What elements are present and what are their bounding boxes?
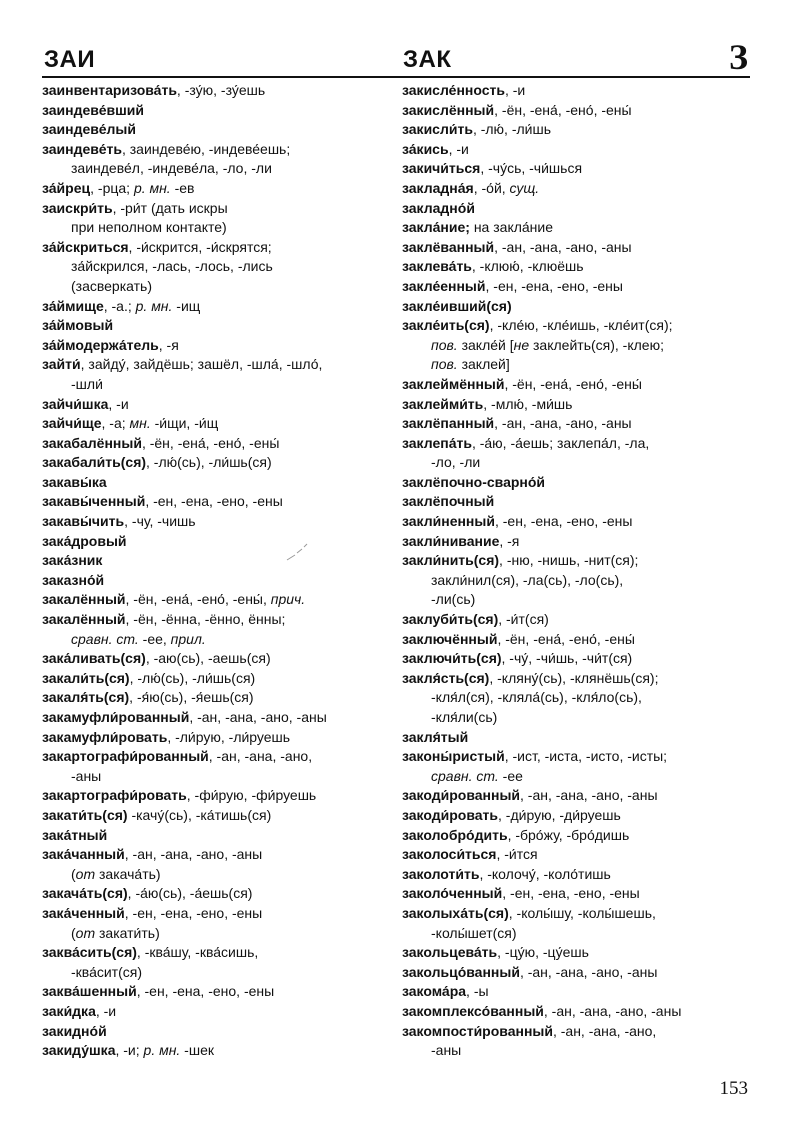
headword: заискри́ть (42, 199, 113, 216)
entry-text: , -колы́шу, -колы́шешь, (508, 904, 656, 921)
grammar-label: прил. (170, 630, 206, 647)
headword: заколыха́ть(ся) (402, 904, 509, 921)
headword: закли́нить(ся) (402, 552, 500, 569)
entry-continuation-line (402, 453, 752, 473)
dictionary-entry-line (402, 982, 752, 1002)
entry-text: , -я (499, 532, 520, 549)
headword: зака́ченный (42, 904, 125, 921)
entry-text: , -клюю́, -клюёшь (471, 258, 584, 275)
headword: заква́сить(ся) (42, 944, 137, 961)
entry-text: , -чу́сь, -чи́шься (480, 160, 583, 177)
entry-text: -ее (498, 767, 523, 784)
grammar-label: сравн. ст. (71, 630, 139, 647)
entry-text: заклейть(ся), -клею; (529, 336, 664, 353)
dictionary-entry-line (402, 434, 752, 454)
headword: закалённый (42, 611, 126, 628)
headword: за́йрец (42, 179, 91, 196)
dictionary-entry-line (42, 884, 390, 904)
entry-text: , -ан, -ана, -ано, -аны (494, 238, 632, 255)
dictionary-entry-line (402, 845, 752, 865)
entry-continuation-line (402, 590, 752, 610)
headword: закле́ивший(ся) (402, 297, 512, 314)
dictionary-entry-line (42, 453, 390, 473)
entry-text: , зайду́, зайдёшь; зашёл, -шла́, -шло́, (80, 356, 323, 373)
dictionary-entry-line (42, 199, 390, 219)
entry-text: , -и (504, 82, 526, 98)
entry-text: , -ен, -ена, -ено, -ены (145, 493, 283, 510)
entry-text: , -а.; (103, 297, 136, 314)
entry-text: -колы́шет(ся) (431, 924, 517, 941)
headword: заколоти́ть (402, 865, 480, 882)
dictionary-entry-line (402, 375, 752, 395)
headword: закислённый (402, 101, 495, 118)
dictionary-entry-line (42, 845, 390, 865)
entry-text: , -и (448, 140, 469, 157)
headword: заква́шенный (42, 983, 137, 1000)
entry-text: , -кле́ю, -кле́ишь, -кле́ит(ся); (489, 317, 673, 334)
headword: закоди́рованный (402, 787, 521, 804)
entry-text: , -о́й, (473, 179, 510, 196)
dictionary-entry-line (402, 884, 752, 904)
headword: закабалённый (42, 434, 142, 451)
headword: закольцева́ть (402, 944, 498, 961)
entry-text: , -ню, -нишь, -нит(ся); (499, 552, 639, 569)
grammar-label: от (75, 865, 96, 882)
entry-continuation-line (42, 257, 390, 277)
entry-text: , -и́т(ся) (498, 611, 549, 628)
dictionary-entry-line (42, 414, 390, 434)
headword: за́йскриться (42, 238, 129, 255)
entry-text: , -ан, -ана, -ано, -аны (543, 1002, 682, 1019)
entry-continuation-line (402, 924, 752, 944)
dictionary-entry-line (402, 904, 752, 924)
entry-continuation-line (42, 159, 390, 179)
entry-text: , -рца; (90, 179, 134, 196)
headword: заказно́й (42, 571, 105, 588)
headword: зайчи́ще (42, 415, 102, 432)
dictionary-entry-line (42, 669, 390, 689)
header-right-guide-word: ЗАК (403, 46, 452, 73)
dictionary-entry-line (402, 297, 752, 317)
entry-text: , -бро́жу, -бро́дишь (507, 826, 630, 843)
pencil-mark-icon (285, 540, 309, 564)
headword: закавы́чить (42, 513, 125, 530)
grammar-label: пов. (431, 356, 458, 373)
dictionary-entry-line (42, 551, 390, 571)
dictionary-entry-line (402, 669, 752, 689)
dictionary-entry-line (402, 257, 752, 277)
entry-text: , -ан, -ана, -ано, (552, 1022, 657, 1039)
entry-text: , -ен, -ена, -ено, -ены (485, 277, 623, 294)
dictionary-entry-line (42, 355, 390, 375)
entry-continuation-line (42, 865, 390, 885)
entry-text: -ли(сь) (431, 591, 476, 608)
dictionary-entry-line (42, 747, 390, 767)
dictionary-entry-line (402, 101, 752, 121)
dictionary-entry-line (402, 277, 752, 297)
dictionary-entry-line (402, 610, 752, 630)
entry-continuation-line (42, 375, 390, 395)
entry-text: , -ква́шу, -ква́сишь, (136, 944, 259, 961)
dictionary-entry-line (42, 982, 390, 1002)
headword: закати́ть(ся) (42, 806, 128, 823)
entry-text: , -ли́рую, -ли́руешь (167, 728, 291, 745)
entry-text: , -ён, -ена́, -ено́, -ены́, (125, 591, 271, 608)
entry-text: , -чу́, -чи́шь, -чи́т(ся) (501, 650, 633, 667)
right-column (402, 81, 752, 1061)
grammar-label: прич. (270, 591, 306, 608)
dictionary-entry-line (42, 336, 390, 356)
entry-text: , -колочу́, -коло́тишь (479, 865, 611, 882)
dictionary-entry-line (42, 610, 390, 630)
entry-text: , -и́скрится, -и́скрятся; (128, 238, 272, 255)
entry-text: -кля́ли(сь) (431, 709, 498, 725)
entry-continuation-line (42, 963, 390, 983)
dictionary-entry-line (42, 395, 390, 415)
entry-text: -качу́(сь), -ка́тишь(ся) (127, 806, 272, 823)
headword: заколобро́дить (402, 826, 508, 843)
entry-text: , -фи́рую, -фи́руешь (186, 787, 317, 804)
headword: законы́ристый (402, 748, 505, 765)
grammar-label: от (75, 924, 96, 941)
headword: заклейми́ть (402, 395, 484, 412)
entry-text: -ква́сит(ся) (71, 963, 142, 980)
entry-text: -ев (170, 179, 195, 196)
entry-text: -аны (71, 767, 102, 784)
headword: закали́ть(ся) (42, 669, 130, 686)
entry-text: , -я (158, 336, 179, 353)
grammar-label: сравн. ст. (431, 767, 499, 784)
headword: закисле́нность (402, 82, 505, 98)
headword: заключённый (402, 630, 498, 647)
header-left-guide-word: ЗАИ (44, 46, 96, 73)
entry-text: -ищ (172, 297, 201, 314)
entry-continuation-line (402, 708, 752, 728)
headword: закаля́ть(ся) (42, 689, 130, 706)
headword: закома́ра (402, 983, 467, 1000)
headword: закартографи́ровать (42, 787, 187, 804)
dictionary-entry-line (42, 512, 390, 532)
headword: зака́ливать(ся) (42, 650, 146, 667)
headword: закомплексо́ванный (402, 1002, 544, 1019)
entry-text: , -ён, -ена́, -ено́, -ены́ (497, 630, 635, 647)
entry-text: закача́ть) (95, 865, 161, 882)
headword: закомпости́рованный (402, 1022, 553, 1039)
entry-text: (засверкать) (71, 277, 152, 294)
headword: закладно́й (402, 199, 475, 216)
dictionary-entry-line (42, 120, 390, 140)
dictionary-entry-line (402, 159, 752, 179)
entry-text: на закла́ние (469, 219, 554, 236)
headword: заключи́ть(ся) (402, 650, 502, 667)
headword: за́ймодержа́тель (42, 336, 159, 353)
entry-text: , -ён, -ённа, -ённо, ённы; (125, 611, 286, 628)
grammar-label: р. мн. (135, 297, 173, 314)
dictionary-entry-line (42, 316, 390, 336)
dictionary-entry-line (42, 1022, 390, 1042)
entry-text: , -и́тся (496, 846, 538, 863)
dictionary-entry-line (42, 826, 390, 846)
entry-text: , -чу, -чишь (124, 513, 196, 530)
entry-text: , -ен, -ена, -ено, -ены (124, 904, 263, 921)
headword: закоди́ровать (402, 806, 499, 823)
dictionary-entry-line (402, 551, 752, 571)
dictionary-entry-line (42, 708, 390, 728)
entry-text: , -а́ю, -а́ешь; заклепа́л, -ла, (471, 434, 650, 451)
headword: заколоси́ться (402, 846, 497, 863)
entry-text: , -а́ю(сь), -а́ешь(ся) (127, 885, 253, 902)
entry-text: , -ен, -ена, -ено, -ены (494, 513, 633, 530)
dictionary-entry-line (42, 297, 390, 317)
entry-text: , -ён, -ена́, -ено́, -ены́ (504, 375, 642, 392)
entry-text: , -ан, -ана, -ано, -аны (519, 963, 658, 980)
entry-text: -кля́л(ся), -кляла́(сь), -кля́ло(сь), (431, 689, 642, 706)
headword: заклёванный (402, 238, 495, 255)
entry-text: -ло, -ли (431, 454, 481, 471)
dictionary-entry-line (402, 512, 752, 532)
entry-continuation-line (42, 924, 390, 944)
entry-text: , -кляну́(сь), -клянёшь(ся); (489, 669, 659, 686)
headword: заклеймённый (402, 375, 505, 392)
headword: заклёпанный (402, 415, 495, 432)
dictionary-entry-line (402, 826, 752, 846)
dictionary-entry-line (42, 1041, 390, 1061)
entry-continuation-line (42, 218, 390, 238)
entry-text: закле́й [ (457, 336, 514, 353)
dictionary-entry-line (402, 395, 752, 415)
dictionary-entry-line (42, 1002, 390, 1022)
dictionary-entry-line (402, 865, 752, 885)
headword: зайти́ (42, 356, 81, 373)
entry-text: -шек (180, 1042, 214, 1059)
entry-text: , -ди́рую, -ди́руешь (498, 806, 621, 823)
entry-text: , -аю(сь), -аешь(ся) (145, 650, 271, 667)
entry-text: , -ен, -ена, -ено, -ены (136, 983, 275, 1000)
entry-text: , -я́ю(сь), -я́ешь(ся) (129, 689, 254, 706)
headword: закля́сть(ся) (402, 669, 490, 686)
entry-text: заклей] (457, 356, 510, 373)
headword: заклёпочный (402, 493, 495, 510)
entry-text: , -ан, -ана, -ано, -аны (520, 787, 658, 804)
entry-text: ( (71, 865, 76, 882)
dictionary-entry-line (42, 434, 390, 454)
entry-text: -и́щи, -и́щ (150, 415, 219, 432)
dictionary-entry-line (402, 728, 752, 748)
entry-text: -ее, (138, 630, 171, 647)
dictionary-entry-line (42, 688, 390, 708)
dictionary-entry-line (42, 943, 390, 963)
dictionary-entry-line (402, 1002, 752, 1022)
headword: закла́ние; (402, 219, 470, 236)
entry-continuation-line (42, 767, 390, 787)
entry-text: , -ы (466, 983, 489, 1000)
dictionary-entry-line (402, 120, 752, 140)
headword: заклуби́ть(ся) (402, 611, 499, 628)
dictionary-entry-line (402, 179, 752, 199)
headword: закача́ть(ся) (42, 885, 128, 902)
entry-text: , -лю́(сь), -ли́шь(ся) (146, 454, 272, 471)
entry-text: , -лю́, -ли́шь (472, 121, 552, 138)
headword: закладна́я (402, 179, 474, 196)
entry-text: , -ён, -ена́, -ено́, -ены́ (141, 434, 280, 451)
dictionary-entry-line (402, 786, 752, 806)
dictionary-entry-line (42, 904, 390, 924)
dictionary-entry-line (402, 473, 752, 493)
dictionary-entry-line (402, 316, 752, 336)
dictionary-entry-line (42, 728, 390, 748)
dictionary-entry-line (402, 532, 752, 552)
headword: заклёпочно-сварно́й (402, 473, 546, 490)
dictionary-entry-line (42, 101, 390, 121)
headword: заиндеве́вший (42, 101, 144, 118)
grammar-label: р. мн. (133, 179, 171, 196)
dictionary-entry-line (42, 179, 390, 199)
headword: заиндеве́лый (42, 121, 136, 138)
headword: зака́зник (42, 552, 103, 569)
dictionary-entry-line (402, 1022, 752, 1042)
entry-continuation-line (402, 767, 752, 787)
headword: зака́тный (42, 826, 108, 843)
headword: закичи́ться (402, 160, 481, 177)
entry-text: , -цу́ю, -цу́ешь (497, 944, 589, 961)
dictionary-entry-line (42, 806, 390, 826)
dictionary-entry-line (402, 630, 752, 650)
headword: зайчи́шка (42, 395, 109, 412)
entry-text: , -лю́(сь), -ли́шь(ся) (129, 669, 256, 686)
headword: закольцо́ванный (402, 963, 520, 980)
headword: заклева́ть (402, 258, 472, 275)
dictionary-entry-line (402, 649, 752, 669)
entry-text: за́йскрился, -лась, -лось, -лись (71, 258, 273, 275)
entry-text: , -ан, -ана, -ано, -аны (494, 415, 632, 432)
headword: закиду́шка (42, 1042, 116, 1059)
entry-continuation-line (402, 1041, 752, 1061)
entry-text: -шли́ (71, 375, 103, 392)
dictionary-entry-line (42, 532, 390, 552)
entry-text: , -ан, -ана, -ано, -аны (124, 846, 263, 863)
entry-text: , -и (95, 1002, 117, 1019)
entry-text: , -ён, -ена́, -ено́, -ены́ (494, 101, 632, 118)
headword: зака́чанный (42, 846, 125, 863)
dictionary-entry-line (402, 492, 752, 512)
dictionary-entry-line (42, 492, 390, 512)
entry-text: , -ан, -ана, -ано, -аны (189, 709, 327, 725)
grammar-label: мн. (129, 415, 151, 432)
entry-text: , заиндеве́ю, -индеве́ешь; (121, 140, 291, 157)
headword: закамуфли́ровать (42, 728, 168, 745)
dictionary-entry-line (402, 81, 752, 101)
headword: закидно́й (42, 1022, 107, 1039)
headword: заки́дка (42, 1002, 96, 1019)
dictionary-entry-line (42, 238, 390, 258)
headword: за́ймовый (42, 317, 114, 334)
dictionary-entry-line (402, 747, 752, 767)
headword: закле́ить(ся) (402, 317, 490, 334)
entry-continuation-line (42, 630, 390, 650)
dictionary-entry-line (42, 473, 390, 493)
dictionary-entry-line (402, 963, 752, 983)
grammar-label: не (513, 336, 530, 353)
dictionary-entry-line (42, 140, 390, 160)
entry-text: , -зу́ю, -зу́ешь (176, 82, 266, 98)
entry-text: , -и (108, 395, 129, 412)
entry-text: , -а; (101, 415, 130, 432)
headword: за́кись (402, 140, 449, 157)
entry-text: , -ист, -иста, -исто, -исты; (504, 748, 668, 765)
entry-continuation-line (402, 688, 752, 708)
entry-text: , -млю́, -ми́шь (483, 395, 573, 412)
dictionary-entry-line (402, 199, 752, 219)
dictionary-entry-line (42, 649, 390, 669)
section-letter: З (728, 37, 748, 77)
headword: заиндеве́ть (42, 140, 122, 157)
grammar-label: пов. (431, 336, 458, 353)
page-header (42, 37, 750, 78)
page-number: 153 (719, 1078, 748, 1099)
headword: заколо́ченный (402, 885, 503, 902)
entry-text: -аны (431, 1042, 462, 1059)
headword: закартографи́рованный (42, 748, 209, 765)
dictionary-entry-line (42, 81, 390, 101)
entry-continuation-line (402, 571, 752, 591)
headword: закалённый (42, 591, 126, 608)
entry-text: закли́нил(ся), -ла(сь), -ло(сь), (431, 571, 624, 588)
entry-text: при неполном контакте) (71, 219, 227, 236)
headword: закля́тый (402, 728, 469, 745)
headword: закли́нивание (402, 532, 500, 549)
headword: заинвентаризова́ть (42, 82, 177, 98)
dictionary-entry-line (402, 218, 752, 238)
headword: закавы́ка (42, 473, 107, 490)
headword: за́ймище (42, 297, 104, 314)
headword: заклепа́ть (402, 434, 472, 451)
grammar-label: р. мн. (143, 1042, 181, 1059)
entry-continuation-line (402, 336, 752, 356)
headword: закли́ненный (402, 513, 495, 530)
dictionary-entry-line (402, 806, 752, 826)
entry-text: , -ри́т (дать искры (112, 199, 228, 216)
entry-continuation-line (402, 355, 752, 375)
dictionary-entry-line (402, 414, 752, 434)
headword: закисли́ть (402, 121, 473, 138)
headword: зака́дровый (42, 532, 127, 549)
entry-text: , -и; (115, 1042, 144, 1059)
entry-continuation-line (42, 277, 390, 297)
headword: закавы́ченный (42, 493, 146, 510)
entry-text: , -ен, -ена, -ено, -ены (502, 885, 640, 902)
headword: закамуфли́рованный (42, 709, 190, 725)
dictionary-entry-line (42, 571, 390, 591)
dictionary-entry-line (42, 590, 390, 610)
grammar-label: сущ. (509, 179, 540, 196)
entry-text: ( (71, 924, 76, 941)
dictionary-entry-line (402, 140, 752, 160)
entry-text: закати́ть) (95, 924, 160, 941)
dictionary-entry-line (402, 238, 752, 258)
entry-text: заиндеве́л, -индеве́ла, -ло, -ли (71, 160, 272, 177)
dictionary-entry-line (402, 943, 752, 963)
left-column (42, 81, 390, 1061)
headword: закабали́ть(ся) (42, 454, 147, 471)
headword: закле́енный (402, 277, 486, 294)
entry-text: , -ан, -ана, -ано, (208, 748, 313, 765)
dictionary-entry-line (42, 786, 390, 806)
